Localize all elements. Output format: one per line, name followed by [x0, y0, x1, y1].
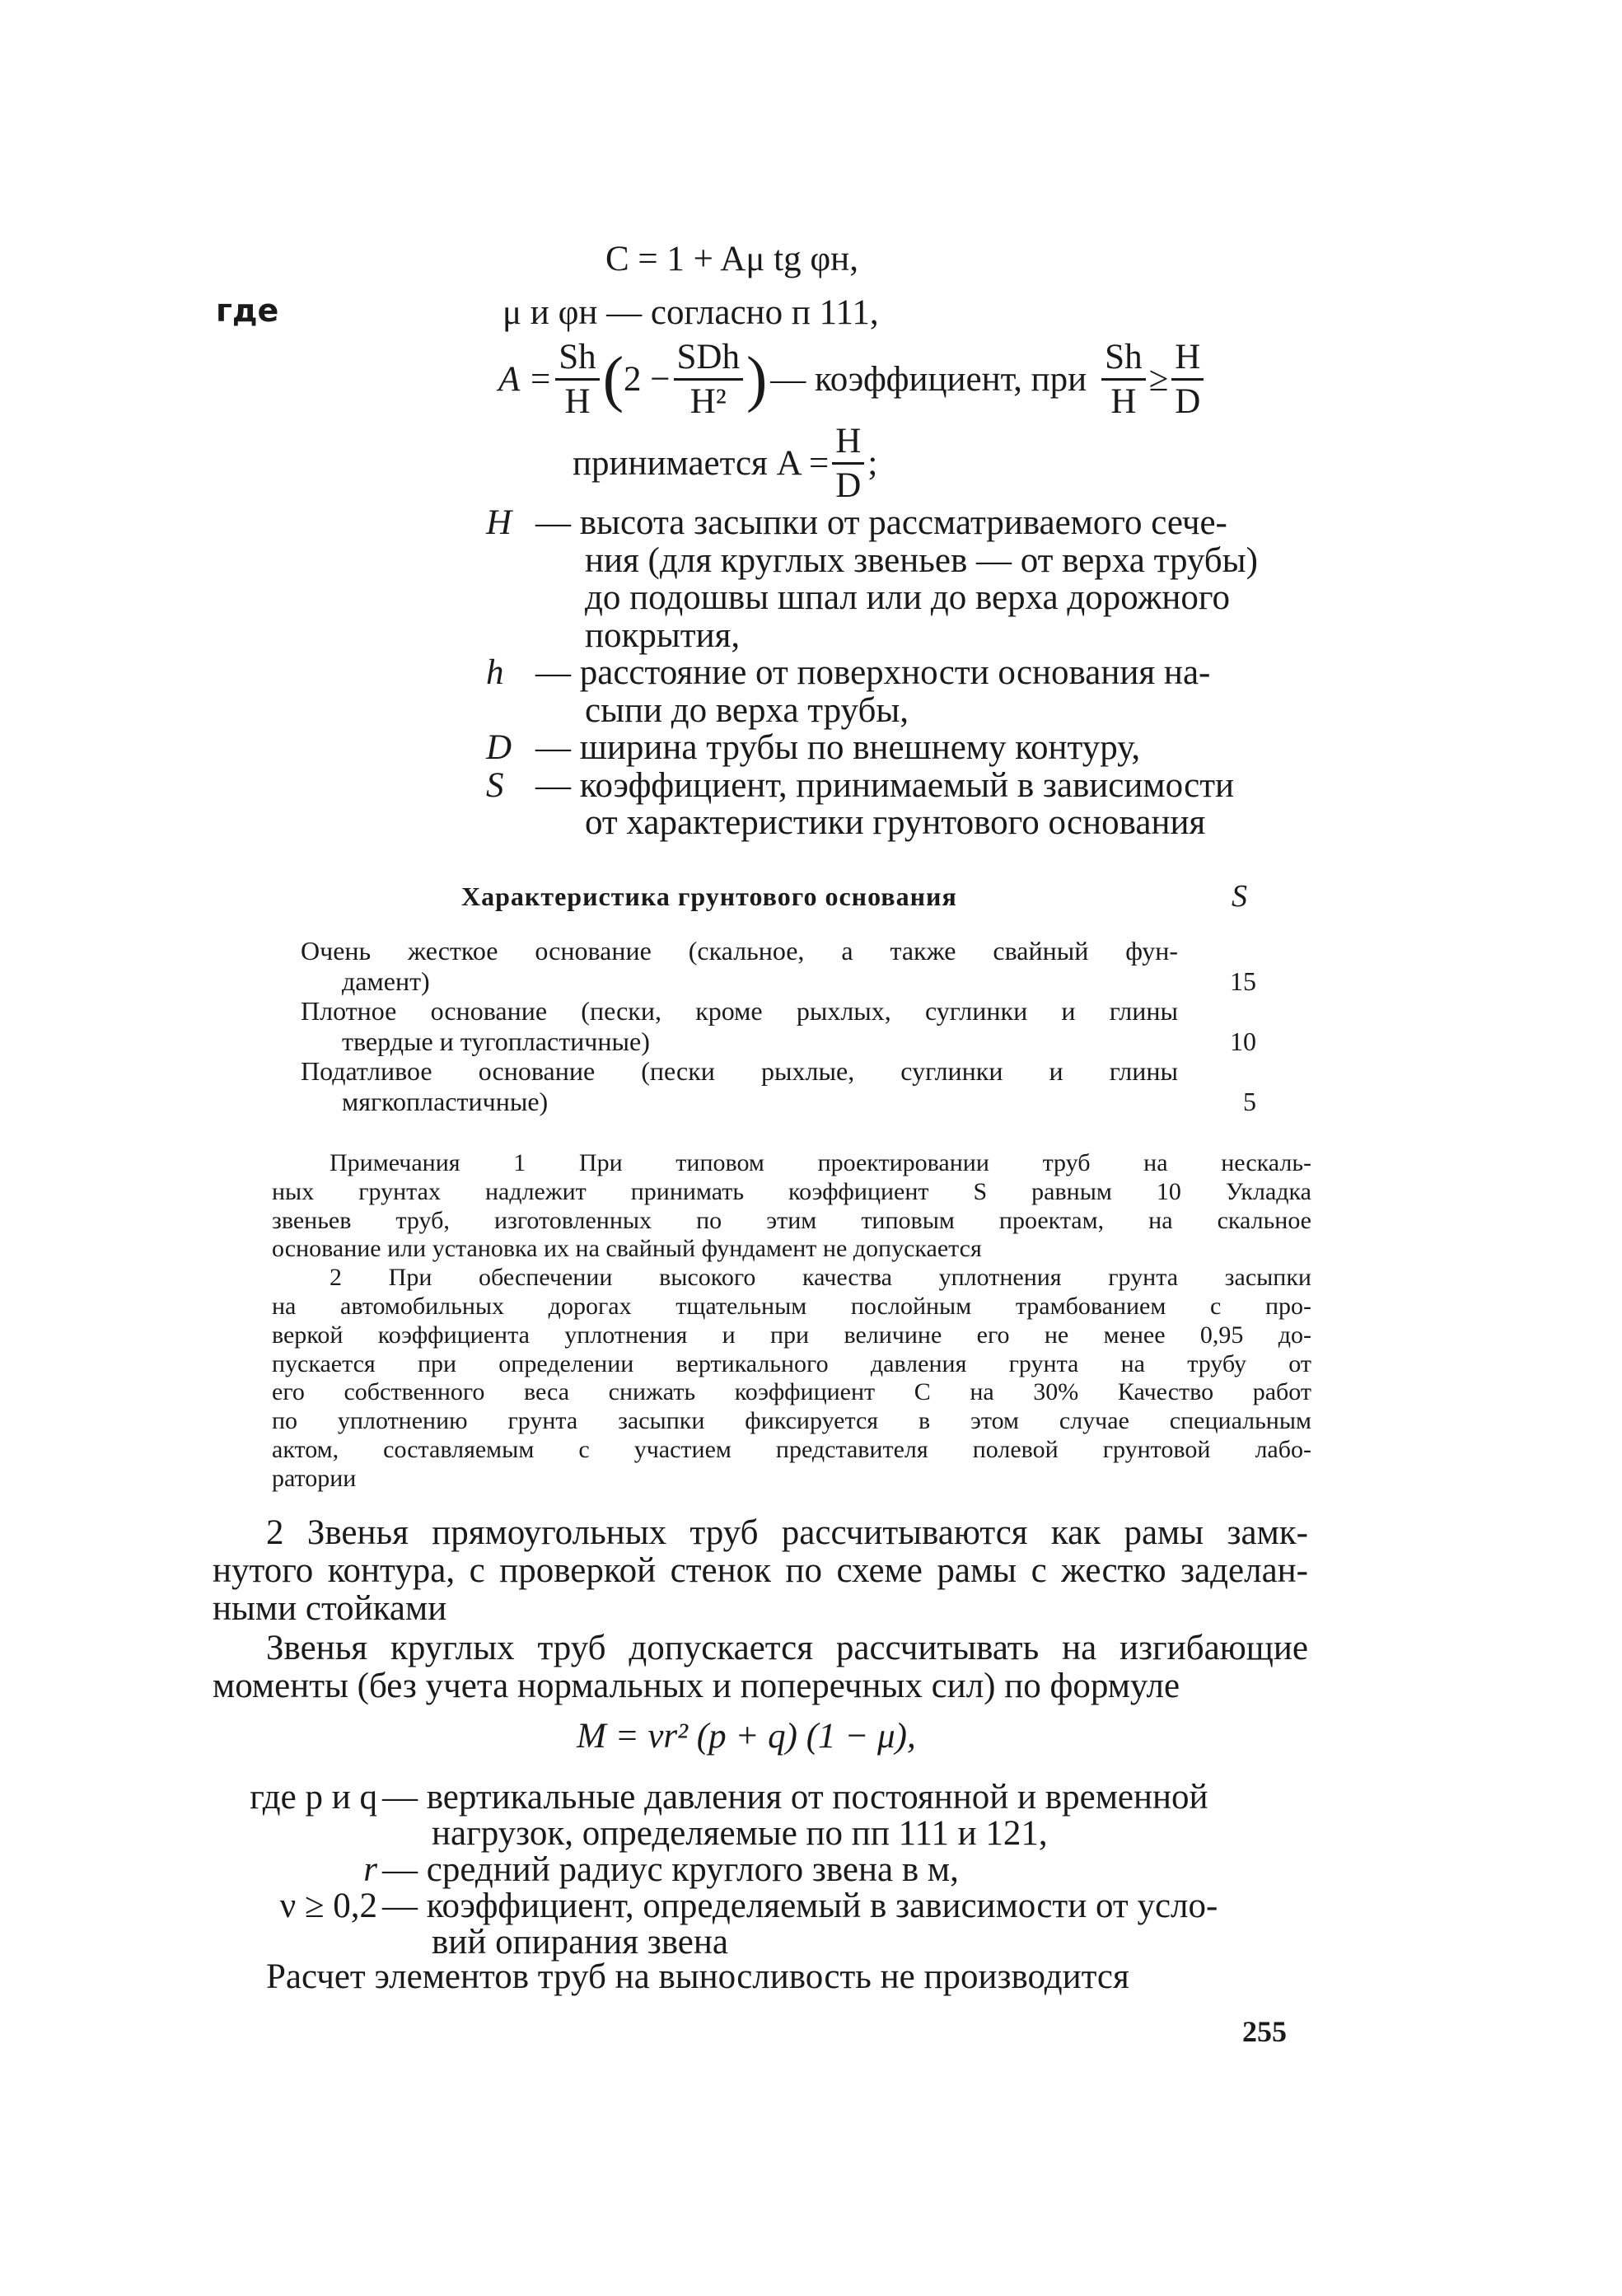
- frac-den: H²: [689, 381, 727, 421]
- frac-num: SDh: [674, 339, 743, 381]
- table-value: 5: [1243, 1086, 1256, 1116]
- frac-num: H: [1171, 339, 1204, 381]
- def-h-upper: H — высота засыпки от рассматриваемого сече- ния (для круглых звеньев — от верха трубы) до подошвы шпал или до верха дорожного покрытия,: [486, 503, 1258, 655]
- geq-sign: ≥: [1148, 359, 1169, 399]
- table-row: Податливое основание (пески рыхлые, суглинки и глины мягкопластичные) 5: [301, 1056, 1256, 1116]
- definitions-2: [213, 1779, 1218, 1961]
- formula-c: C = 1 + Aμ tg φн,: [605, 240, 858, 278]
- a-frac-sh-h: [555, 339, 599, 419]
- frac-den: H: [1110, 381, 1137, 421]
- note-2: 2 При обеспечении высокого качества уплотнения грунта засыпки на автомобильных дорогах тщательным послойным трамбованием с про- веркой коэффициента уплотнения и при величине его не менее 0,95 до- пускается при определении вертикального давления грунта на трубу от его собственного веса снижать коэффициент C на 30% Качество работ по уплотнению грунта засыпки фиксируется в этом случае специальным актом, составляемым с участием представителя полевой грунтовой лабо- ратории: [272, 1264, 1311, 1492]
- frac-den: H: [564, 381, 591, 421]
- frac-num: Sh: [1101, 339, 1145, 381]
- paren-close: ): [746, 344, 768, 414]
- frac-den: D: [1175, 381, 1201, 421]
- paren-open: (: [602, 344, 624, 414]
- table-value: 15: [1230, 966, 1256, 996]
- def-nu: ν ≥ 0,2 — коэффициент, определяемый в зависимости от усло- вий опирания звена: [279, 1887, 1218, 1962]
- table-value: 10: [1230, 1026, 1256, 1056]
- frac-num: H: [832, 423, 864, 465]
- cond-frac-h-d: [1171, 339, 1204, 419]
- where-label: где: [216, 292, 279, 329]
- table-row: Плотное основание (пески, кроме рыхлых, суглинки и глины твердые и тугопластичные) 10: [301, 996, 1256, 1056]
- def-r: r — средний радиус круглого звена в м,: [363, 1850, 959, 1889]
- def-d: D — ширина трубы по внешнему контуру,: [486, 728, 1141, 767]
- a-accepted: [573, 416, 877, 511]
- final-line: Расчет элементов труб на выносливость не производится: [266, 1957, 1129, 1996]
- table-row: Очень жесткое основание (скальное, а также свайный фун- дамент) 15: [301, 936, 1256, 996]
- a-suffix: — коэффициент, при: [770, 359, 1087, 399]
- table-rows: [301, 936, 1256, 1116]
- table-header-right: S: [1232, 879, 1247, 914]
- table-header-left: Характеристика грунтового основания: [461, 881, 957, 911]
- a-accepted-prefix: принимается A =: [573, 444, 830, 483]
- notes: [272, 1149, 1311, 1494]
- page-number: 255: [1242, 2015, 1287, 2048]
- paragraph-3: Звенья круглых труб допускается рассчитывать на изгибающие моменты (без учета нормальных и поперечных сил) по формуле: [213, 1629, 1308, 1705]
- a-accepted-frac: [832, 423, 864, 503]
- mu-phi-line: μ и φн — согласно п 111,: [502, 293, 879, 332]
- a-prefix: A =: [498, 359, 553, 399]
- formula-m: M = νr² (p + q) (1 − μ),: [577, 1717, 916, 1756]
- def-h-lower: h — расстояние от поверхности основания на- сыпи до верха трубы,: [486, 653, 1211, 730]
- frac-den: D: [835, 466, 862, 505]
- definitions-list: [486, 504, 1258, 842]
- frac-num: Sh: [555, 339, 599, 381]
- paragraph-2: 2 Звенья прямоугольных труб рассчитываются как рамы замк- нутого контура, с проверкой стенок по схеме рамы с жестко заделан- ными стойками: [213, 1513, 1308, 1628]
- a-accepted-suffix: ;: [867, 444, 878, 483]
- cond-frac-sh-h: [1101, 339, 1145, 419]
- a-frac-sdh-h2: [674, 339, 743, 419]
- def-p-q: где p и q — вертикальные давления от постоянной и временной нагрузок, определяемые по пп 111 и 121,: [250, 1778, 1208, 1853]
- note-1: Примечания 1 При типовом проектировании труб на нескаль- ных грунтах надлежит принимать коэффициент S равным 10 Укладка звеньев труб, изготовленных по этим типовым проектам, на скальное основание или установка их на свайный фундамент не допускается: [272, 1149, 1311, 1263]
- two-minus: 2 −: [624, 359, 671, 399]
- a-definition: [498, 330, 1207, 428]
- def-s: S — коэффициент, принимаемый в зависимости от характеристики грунтового основания: [486, 765, 1235, 842]
